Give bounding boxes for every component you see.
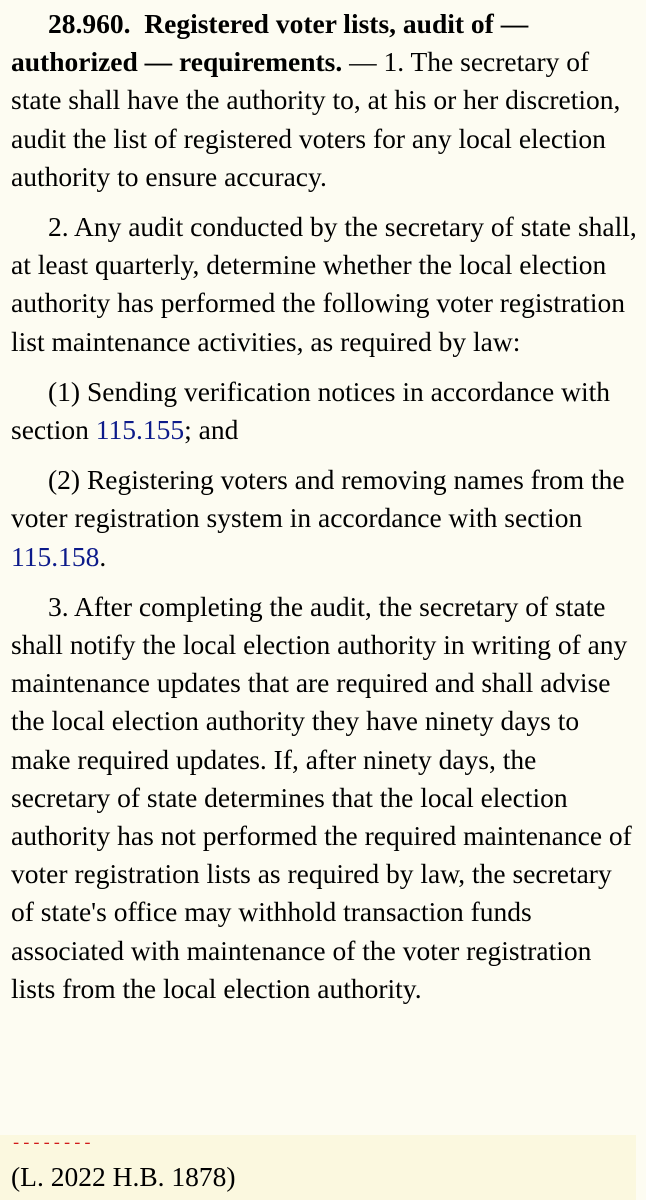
subparagraph-2-2-suffix: . <box>99 540 107 572</box>
subparagraph-2-2 <box>11 461 641 576</box>
subparagraph-2-1 <box>11 373 641 449</box>
section-paragraph-3 <box>11 588 641 1008</box>
paragraph-3-text: 3. After completing the audit, the secretary of state shall notify the local election authority in writing of any maintenance updates that are required and shall advise the local election authority they have ninety days to make required updates. If, after ninety days, the secretary of state determines that the local election authority has not performed the required maintenance of voter registration lists as required by law, the secretary of state's office may withhold transaction funds associated with maintenance of the voter registration lists from the local election authority. <box>11 590 632 1004</box>
section-paragraph-2 <box>11 208 641 361</box>
history-citation: (L. 2022 H.B. 1878) <box>11 1161 236 1192</box>
section-paragraph-1 <box>11 5 641 196</box>
section-115-158-link[interactable]: 115.158 <box>11 540 100 572</box>
heading-dash: — <box>349 46 377 78</box>
paragraph-2-text: 2. Any audit conducted by the secretary of state shall, at least quarterly, determine whether the local election authority has performed the following voter registration list maintenance activities, as required by law: <box>11 211 637 357</box>
section-title: Registered voter lists, audit of — authorized — requirements. <box>11 8 529 78</box>
subparagraph-2-1-text: (1) Sending verification notices in accordance with section <box>11 375 611 446</box>
section-number: 28.960. <box>48 8 131 39</box>
history-box <box>0 1135 636 1200</box>
subparagraph-2-1-suffix: ; and <box>184 414 239 446</box>
section-115-155-link[interactable]: 115.155 <box>95 414 185 446</box>
paragraph-1-text: 1. The secretary of state shall have the authority to, at his or her discretion, audit the list of registered voters for any local election authority to ensure accuracy. <box>11 46 621 192</box>
subparagraph-2-2-text: (2) Registering voters and removing names from the voter registration system in accordance with section <box>11 464 625 534</box>
history-divider: -------- <box>11 1135 93 1154</box>
statute-body <box>11 5 641 1020</box>
